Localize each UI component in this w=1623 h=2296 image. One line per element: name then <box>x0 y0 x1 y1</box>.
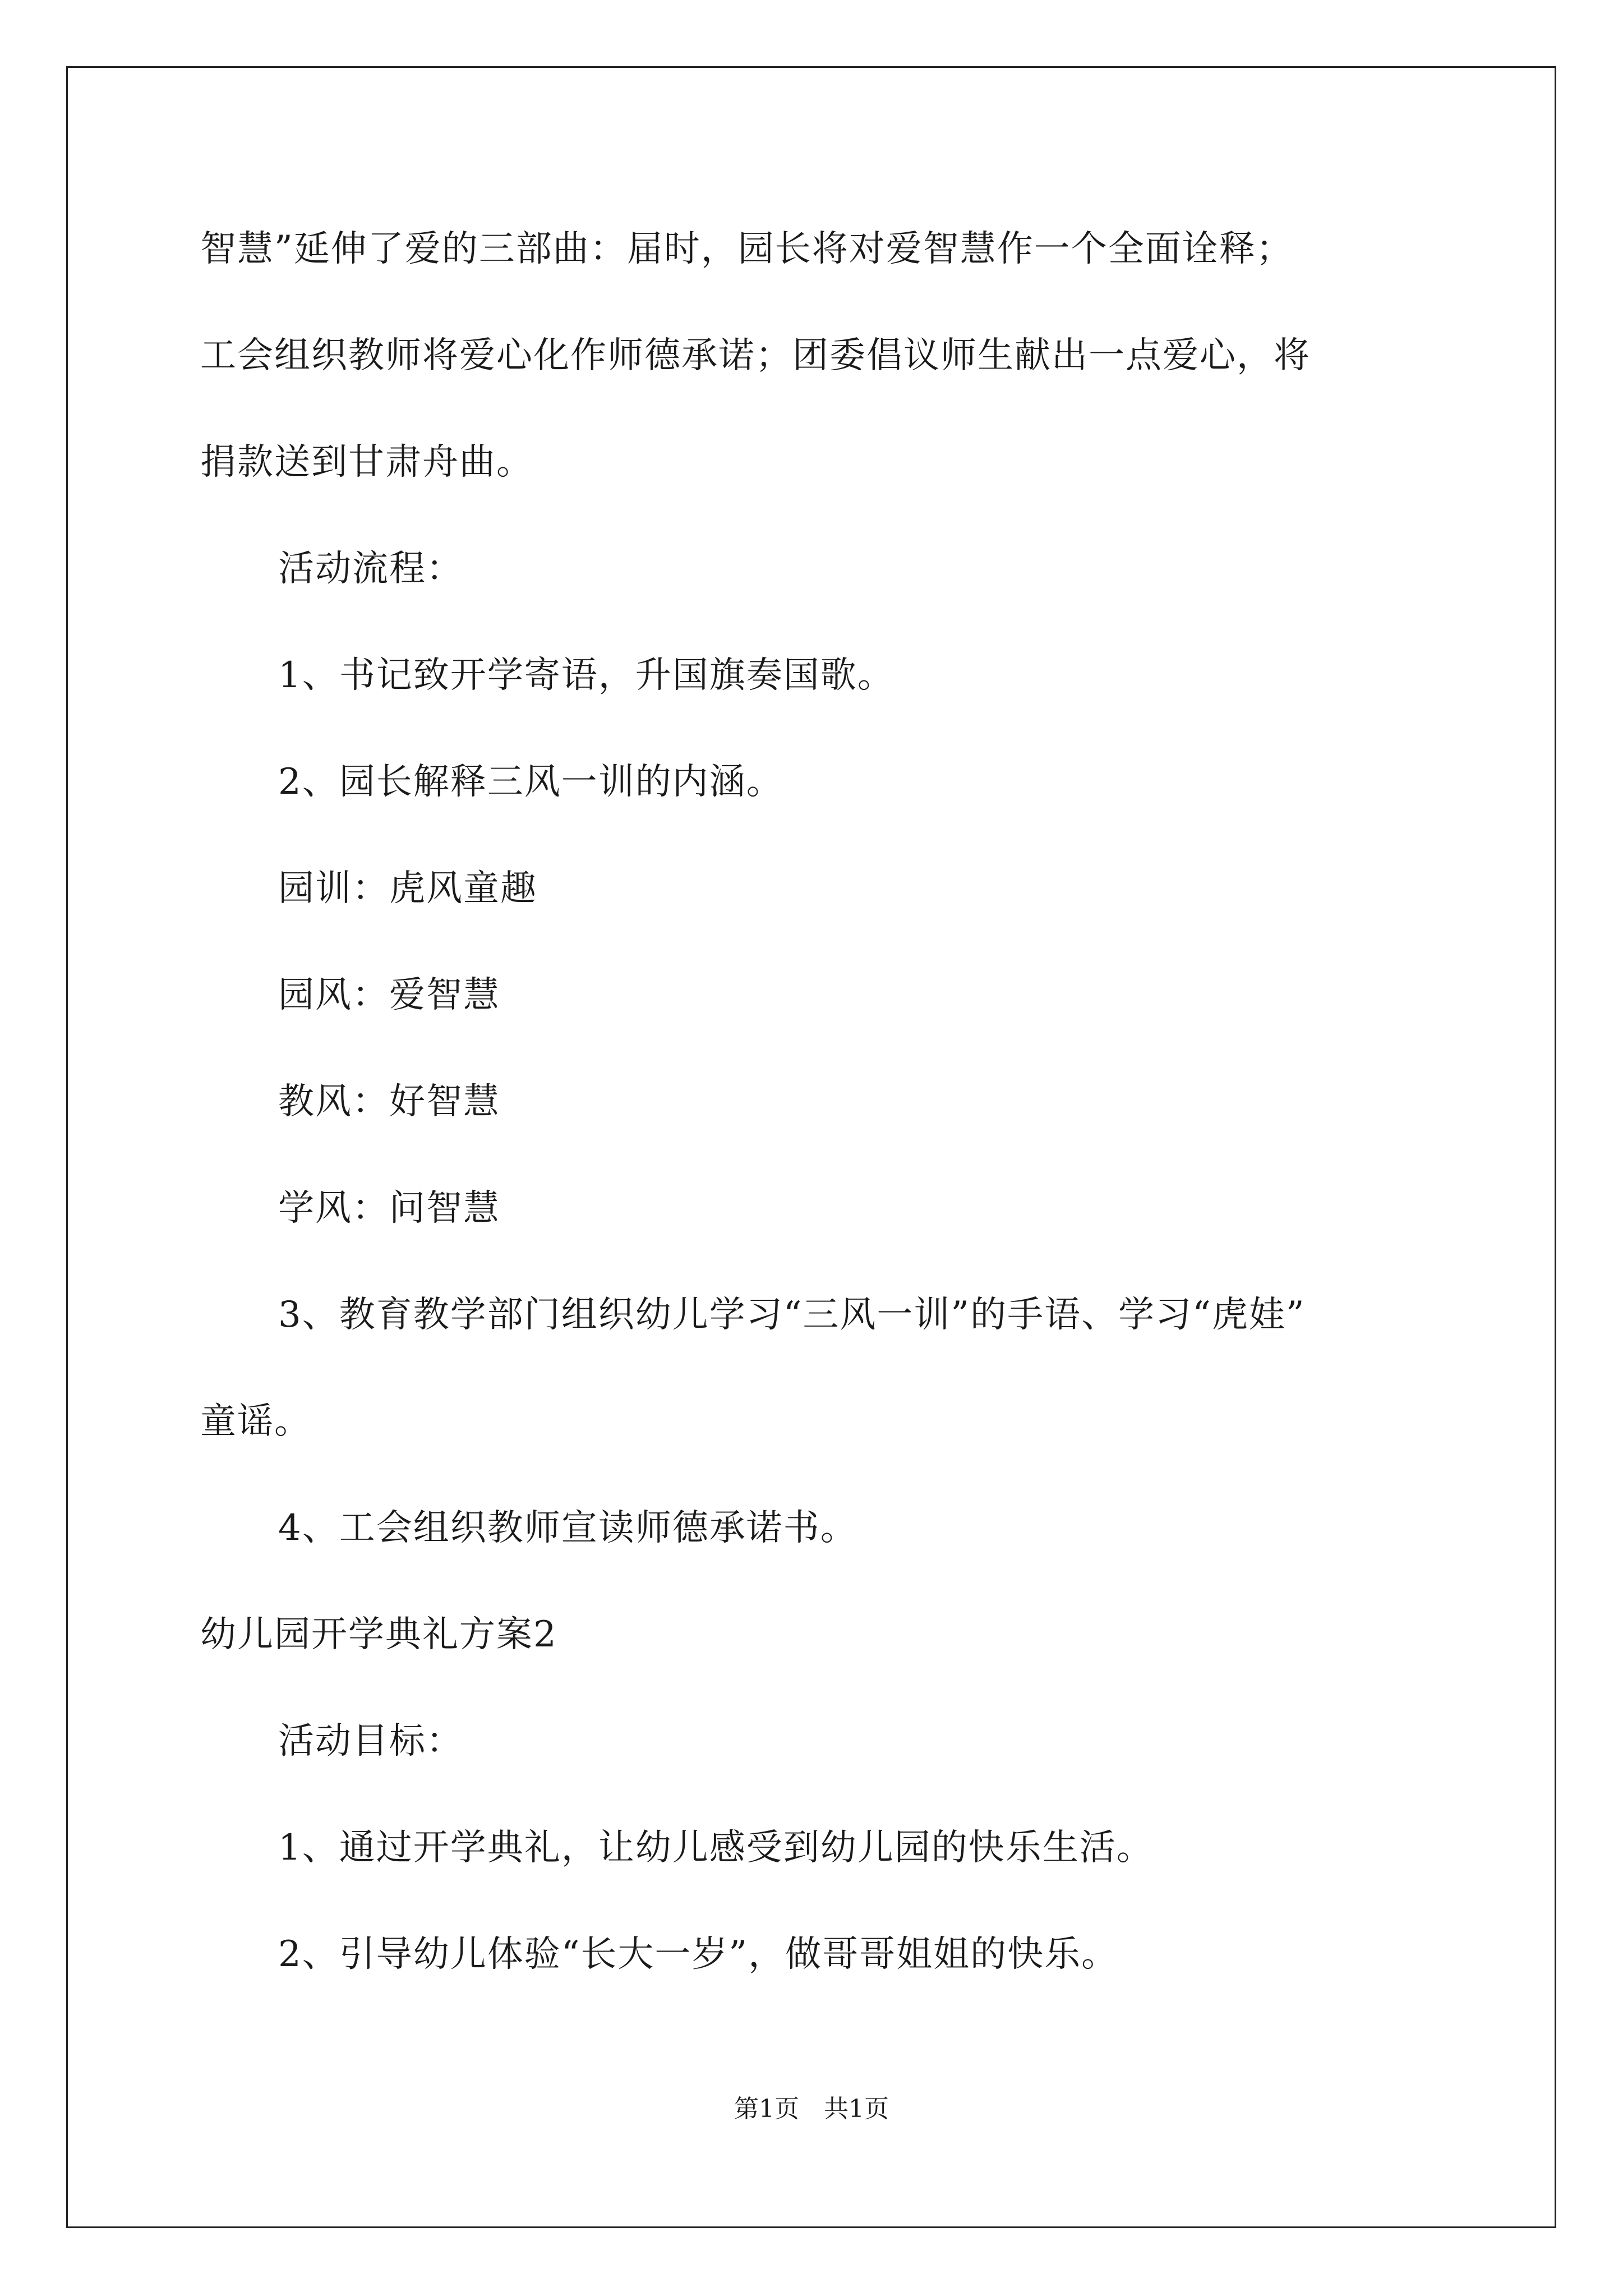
page-footer: 第1页 共1页 <box>734 2095 889 2123</box>
list-item: 2、引导幼儿体验“长大一岁”，做哥哥姐姐的快乐。 <box>278 1934 1119 1975</box>
section-heading: 活动流程： <box>278 548 463 590</box>
list-item: 3、教育教学部门组织幼儿学习“三风一训”的手语、学习“虎娃” <box>278 1294 1306 1336</box>
list-item: 1、通过开学典礼，让幼儿感受到幼儿园的快乐生活。 <box>278 1827 1154 1869</box>
list-item: 4、工会组织教师宣读师德承诺书。 <box>278 1507 857 1549</box>
motto-line: 学风：问智慧 <box>278 1188 500 1229</box>
motto-line: 园风：爱智慧 <box>278 974 500 1016</box>
paragraph-line: 童谣。 <box>200 1401 311 1442</box>
paragraph-line: 智慧”延伸了爱的三部曲：届时，园长将对爱智慧作一个全面诠释； <box>200 228 1293 270</box>
list-item: 2、园长解释三风一训的内涵。 <box>278 761 783 803</box>
document-title: 幼儿园开学典礼方案2 <box>200 1614 557 1655</box>
section-heading: 活动目标： <box>278 1720 463 1762</box>
list-item: 1、书记致开学寄语，升国旗奏国歌。 <box>278 655 895 696</box>
motto-line: 教风：好智慧 <box>278 1081 500 1122</box>
page-border <box>66 66 1556 2228</box>
paragraph-line: 工会组织教师将爱心化作师德承诺；团委倡议师生献出一点爱心，将 <box>200 335 1311 376</box>
paragraph-line: 捐款送到甘肃舟曲。 <box>200 441 533 483</box>
motto-line: 园训：虎风童趣 <box>278 868 537 909</box>
